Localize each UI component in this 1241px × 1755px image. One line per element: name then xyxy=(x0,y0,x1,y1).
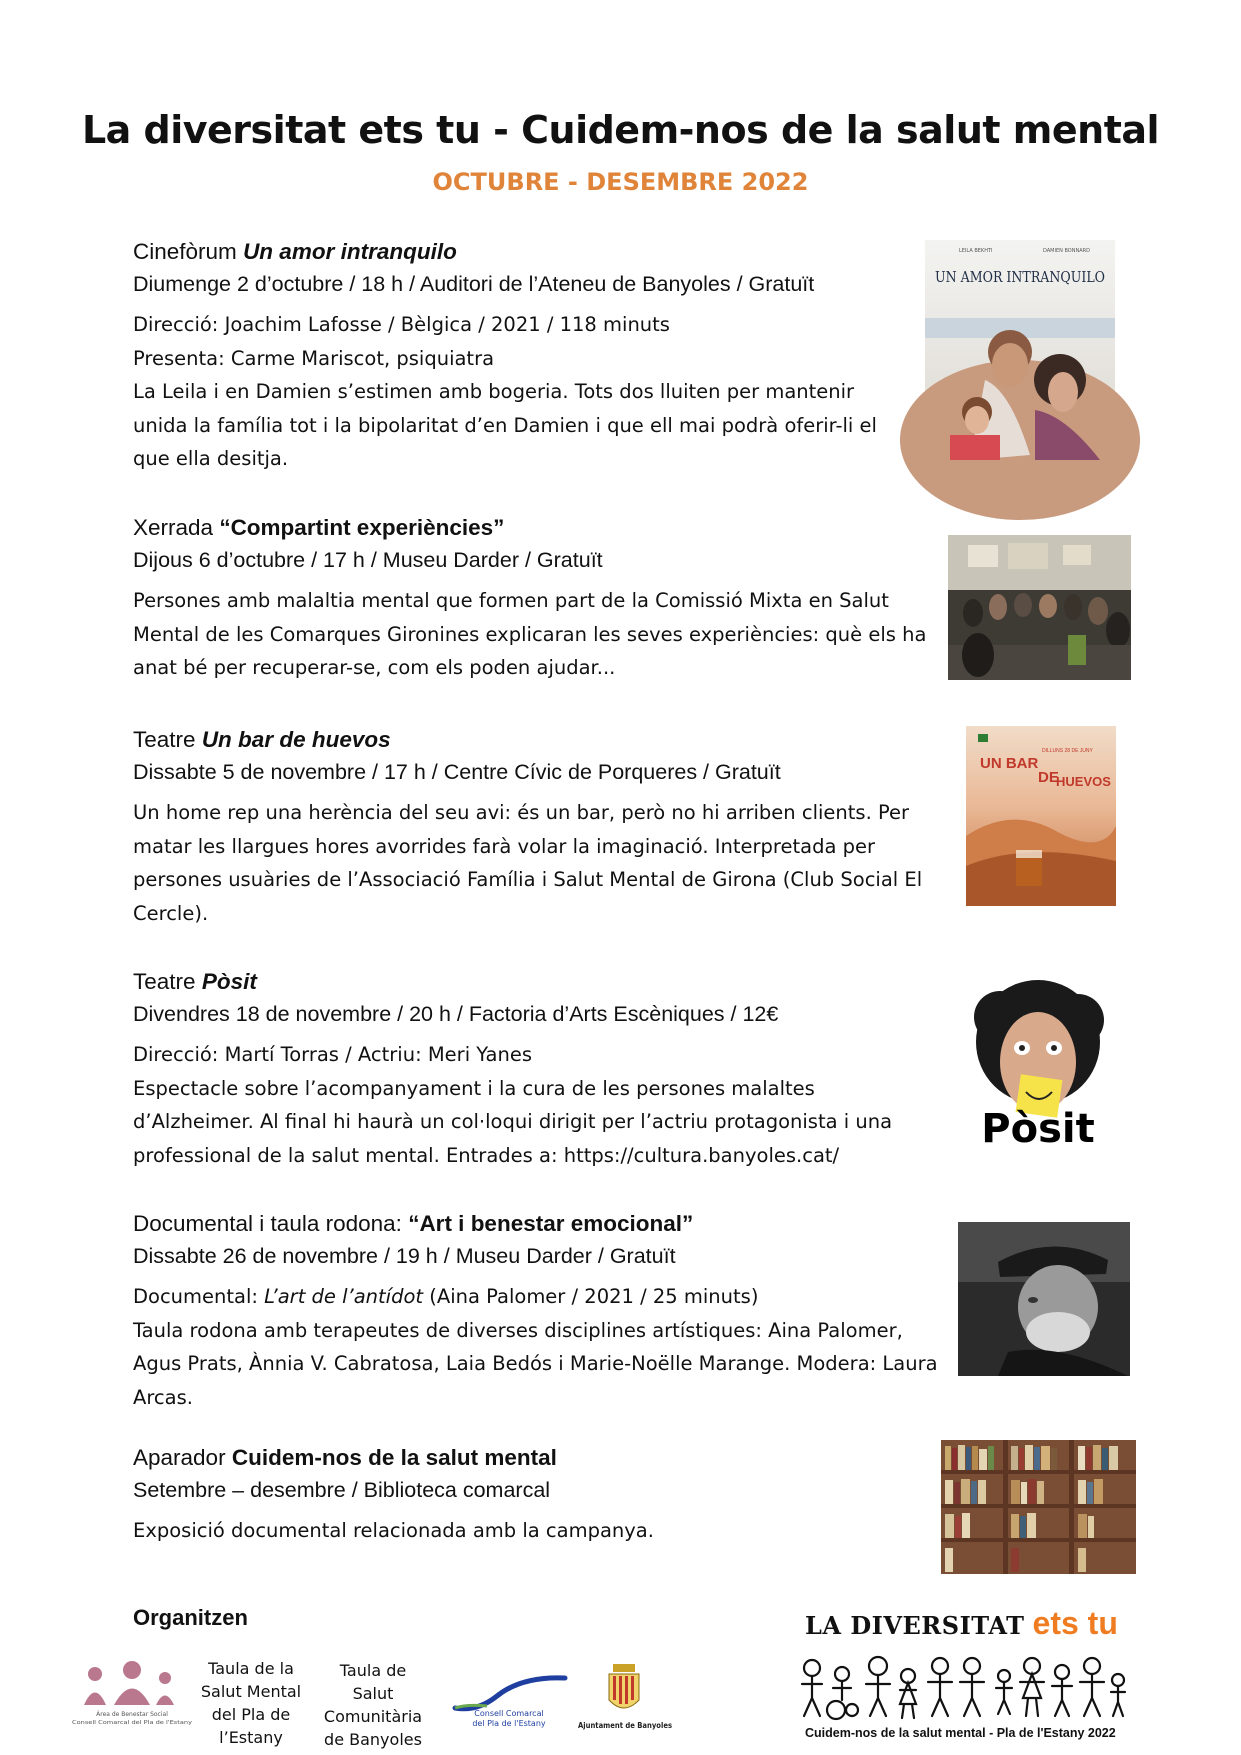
doc-suffix: (Aina Palomer / 2021 / 25 minuts) xyxy=(423,1285,759,1308)
poster-title: UN AMOR INTRANQUILO xyxy=(935,268,1105,286)
event-type: Xerrada xyxy=(133,515,214,540)
event-cineforum xyxy=(133,236,943,476)
taula-salut-comunitaria xyxy=(318,1659,428,1751)
event-documental xyxy=(133,1208,943,1414)
org3-line: de Banyoles xyxy=(324,1730,422,1749)
movie-poster-image xyxy=(925,240,1115,460)
event-description: La Leila i en Damien s’estimen amb bogeria. Tots dos lluiten per mantenir unida la família tot i la bipolaritat d’en Damien i que ell mai podrà oferir-li el que ella desitja. xyxy=(133,380,877,470)
event-name: “Compartint experiències” xyxy=(219,515,505,540)
event-heading xyxy=(133,724,943,756)
event-line: Direcció: Martí Torras / Actriu: Meri Yanes xyxy=(133,1043,532,1066)
talk-photo-image xyxy=(948,535,1131,680)
event-type: Teatre xyxy=(133,969,196,994)
org2-line: l’Estany xyxy=(219,1728,283,1747)
org3-line: Comunitària xyxy=(323,1707,423,1726)
event-heading xyxy=(133,236,943,268)
event-when: Setembre – desembre / Biblioteca comarcal xyxy=(133,1478,551,1502)
page-title: La diversitat ets tu - Cuidem-nos de la salut mental xyxy=(81,108,1160,152)
event-heading xyxy=(133,1442,943,1474)
poster-credit-right: DAMIEN BONNARD xyxy=(1043,248,1090,254)
event-description: Exposició documental relacionada amb la campanya. xyxy=(133,1519,654,1542)
event-name: Cuidem-nos de la salut mental xyxy=(231,1445,557,1470)
play-poster-image xyxy=(966,726,1116,906)
event-line: Direcció: Joachim Lafosse / Bèlgica / 2021 / 118 minuts xyxy=(133,313,670,336)
logo5-text: Ajuntament de Banyoles xyxy=(578,1721,673,1730)
page-subtitle: OCTUBRE - DESEMBRE 2022 xyxy=(432,168,809,196)
event-name: “Art i benestar emocional” xyxy=(408,1211,694,1236)
posit-poster-image xyxy=(950,982,1125,1152)
event-documentary-line xyxy=(133,1280,943,1314)
event-heading xyxy=(133,512,943,544)
event-description: Taula rodona amb terapeutes de diverses disciplines artístiques: Aina Palomer, Agus Prats, Ànnia V. Cabratosa, Laia Bedós i Marie-Noëlle Marange. Modera: Laura Arcas. xyxy=(133,1318,938,1409)
artist-photo-image xyxy=(958,1222,1130,1376)
poster-title-3: HUEVOS xyxy=(1056,774,1111,789)
brand-footer-text: Cuidem-nos de la salut mental - Pla de l'Estany 2022 xyxy=(805,1726,1116,1740)
stick-figures-image xyxy=(800,1646,1130,1722)
poster-word: Pòsit xyxy=(981,1106,1095,1152)
event-description: Espectacle sobre l’acompanyament i la cura de les persones malaltes d’Alzheimer. Al final hi haurà un col·loqui dirigit per l’actriu protagonista i una professional de la salut mental. Entrades a: https://cultura.banyoles.cat/ xyxy=(133,1076,893,1167)
event-when: Dissabte 26 de novembre / 19 h / Museu Darder / Gratuït xyxy=(133,1244,676,1268)
poster-credit-left: LEILA BEKHTI xyxy=(959,248,993,254)
org2-line: del Pla de xyxy=(211,1705,291,1724)
logo1-text-1: Àrea de Benestar Social xyxy=(96,1711,168,1718)
event-name: Pòsit xyxy=(201,969,257,994)
event-heading xyxy=(133,1208,943,1240)
poster-title-1: UN BAR xyxy=(980,755,1039,772)
logo4-text-2: del Pla de l'Estany xyxy=(472,1719,546,1728)
poster-title-2: DE xyxy=(1038,769,1059,786)
event-xerrada xyxy=(133,512,943,685)
event-description: Un home rep una herència del seu avi: és un bar, però no hi arriben clients. Per matar les llargues hores avorrides farà volar la imaginació. Interpretada per persones usuàries de l’Associació Família i Salut Mental de Girona (Club Social El Cercle). xyxy=(133,801,923,925)
organizers-label: Organitzen xyxy=(133,1605,248,1630)
org2-line: Salut Mental xyxy=(200,1682,302,1701)
doc-prefix: Documental: xyxy=(133,1285,265,1308)
event-when: Dissabte 5 de novembre / 17 h / Centre Cívic de Porqueres / Gratuït xyxy=(133,760,781,784)
org2-line: Taula de la xyxy=(208,1659,294,1678)
doc-title: L’art de l’antídot xyxy=(264,1285,424,1308)
event-when: Divendres 18 de novembre / 20 h / Factoria d’Arts Escèniques / 12€ xyxy=(133,1002,779,1026)
taula-salut-mental xyxy=(196,1657,306,1749)
event-name: Un amor intranquilo xyxy=(243,239,457,264)
campaign-brand xyxy=(805,1605,1118,1642)
brand-serif: LA DIVERSITAT xyxy=(805,1611,1025,1640)
org3-line: Salut xyxy=(352,1684,394,1703)
event-type: Cinefòrum xyxy=(133,239,237,264)
event-teatre-posit xyxy=(133,966,943,1172)
event-aparador xyxy=(133,1442,943,1548)
brand-orange: ets tu xyxy=(1032,1605,1118,1641)
event-description: Persones amb malaltia mental que formen part de la Comissió Mixta en Salut Mental de les Comarques Gironines explicaran les seves experiències: què els ha anat bé per recuperar-se, com els poden ajudar... xyxy=(133,589,927,679)
event-heading xyxy=(133,966,943,998)
org3-line: Taula de xyxy=(339,1661,407,1680)
event-name: Un bar de huevos xyxy=(201,727,391,752)
event-line: Presenta: Carme Mariscot, psiquiatra xyxy=(133,346,495,370)
benestar-social-logo xyxy=(70,1660,195,1732)
event-type: Teatre xyxy=(133,727,196,752)
event-teatre-bar xyxy=(133,724,943,930)
ajuntament-banyoles-logo xyxy=(577,1660,673,1735)
event-when: Diumenge 2 d’octubre / 18 h / Auditori de l’Ateneu de Banyoles / Gratuït xyxy=(133,272,815,296)
library-photo-image xyxy=(941,1440,1136,1574)
event-type: Aparador xyxy=(133,1445,226,1470)
event-type: Documental i taula rodona: xyxy=(133,1211,402,1236)
logo1-text-2: Consell Comarcal del Pla de l'Estany xyxy=(72,1720,193,1726)
poster-date-tag: DILLUNS 28 DE JUNY xyxy=(1042,748,1093,754)
event-when: Dijous 6 d’octubre / 17 h / Museu Darder / Gratuït xyxy=(133,548,603,572)
logo4-text-1: Consell Comarcal xyxy=(474,1709,544,1718)
consell-comarcal-logo xyxy=(447,1672,572,1732)
